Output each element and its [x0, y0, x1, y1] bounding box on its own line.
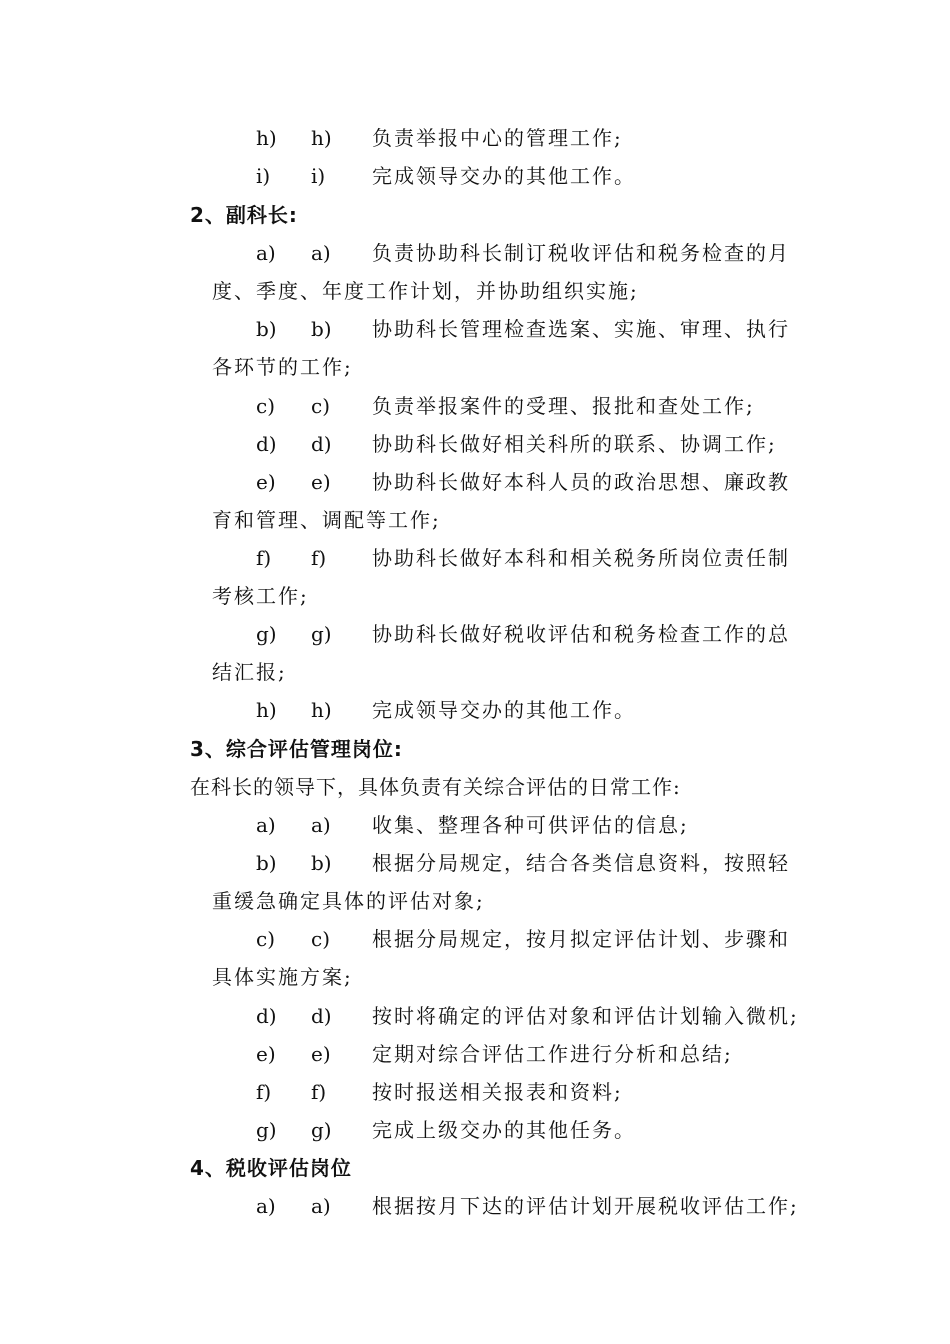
list-item — [0, 234, 950, 272]
item-text-continued: 度、季度、年度工作计划，并协助组织实施; — [212, 279, 639, 303]
item-marker: a) — [256, 241, 276, 265]
item-marker: d) — [311, 1004, 332, 1028]
item-marker: a) — [256, 813, 276, 837]
item-marker: a) — [311, 1194, 331, 1218]
list-item — [0, 1035, 950, 1073]
item-text-continued: 考核工作; — [212, 584, 309, 608]
item-marker: e) — [311, 470, 331, 494]
item-marker: g) — [311, 1118, 332, 1142]
item-marker: b) — [311, 317, 332, 341]
section-title: 2、副科长: — [190, 203, 298, 227]
item-marker: c) — [256, 927, 276, 951]
paragraph — [0, 768, 950, 806]
section-title: 3、综合评估管理岗位: — [190, 737, 403, 761]
item-text: 根据分局规定，按月拟定评估计划、步骤和 — [372, 927, 790, 951]
item-marker: f) — [311, 1080, 327, 1104]
list-item-continuation — [0, 272, 950, 310]
list-item — [0, 920, 950, 958]
item-marker: e) — [256, 1042, 276, 1066]
item-text: 按时将确定的评估对象和评估计划输入微机; — [372, 1004, 799, 1028]
item-text: 协助科长做好相关科所的联系、协调工作; — [372, 432, 777, 456]
list-item — [0, 119, 950, 157]
item-marker: d) — [256, 432, 277, 456]
item-marker: d) — [256, 1004, 277, 1028]
list-item-continuation — [0, 577, 950, 615]
item-marker: c) — [311, 927, 331, 951]
item-text-continued: 各环节的工作; — [212, 355, 353, 379]
item-text: 协助科长管理检查选案、实施、审理、执行 — [372, 317, 790, 341]
item-marker: b) — [256, 317, 277, 341]
item-marker: d) — [311, 432, 332, 456]
item-text: 完成领导交办的其他工作。 — [372, 164, 636, 188]
item-text: 定期对综合评估工作进行分析和总结; — [372, 1042, 733, 1066]
item-text-continued: 具体实施方案; — [212, 965, 353, 989]
item-marker: e) — [256, 470, 276, 494]
item-text: 负责举报中心的管理工作; — [372, 126, 623, 150]
list-item — [0, 615, 950, 653]
list-item — [0, 1073, 950, 1111]
item-text: 根据分局规定，结合各类信息资料，按照轻 — [372, 851, 790, 875]
item-marker: h) — [256, 698, 277, 722]
item-text-continued: 结汇报; — [212, 660, 287, 684]
list-item — [0, 1111, 950, 1149]
section-title: 4、税收评估岗位 — [190, 1156, 352, 1180]
item-text: 收集、整理各种可供评估的信息; — [372, 813, 689, 837]
section-intro: 在科长的领导下，具体负责有关综合评估的日常工作: — [190, 775, 681, 799]
item-marker: b) — [256, 851, 277, 875]
item-text-continued: 育和管理、调配等工作; — [212, 508, 441, 532]
item-marker: h) — [311, 126, 332, 150]
item-marker: a) — [311, 813, 331, 837]
list-item-continuation — [0, 958, 950, 996]
item-marker: g) — [256, 1118, 277, 1142]
item-marker: a) — [256, 1194, 276, 1218]
item-marker: h) — [311, 698, 332, 722]
section-heading — [0, 1149, 950, 1187]
list-item-continuation — [0, 348, 950, 386]
item-marker: b) — [311, 851, 332, 875]
list-item — [0, 425, 950, 463]
item-text: 按时报送相关报表和资料; — [372, 1080, 623, 1104]
list-item — [0, 463, 950, 501]
item-marker: g) — [311, 622, 332, 646]
list-item — [0, 539, 950, 577]
list-item — [0, 691, 950, 729]
list-item — [0, 997, 950, 1035]
item-text: 协助科长做好本科人员的政治思想、廉政教 — [372, 470, 790, 494]
item-marker: c) — [256, 394, 276, 418]
list-item-continuation — [0, 882, 950, 920]
item-marker: f) — [256, 546, 272, 570]
item-marker: c) — [311, 394, 331, 418]
item-text: 协助科长做好税收评估和税务检查工作的总 — [372, 622, 790, 646]
list-item — [0, 387, 950, 425]
item-text: 协助科长做好本科和相关税务所岗位责任制 — [372, 546, 790, 570]
item-text: 完成上级交办的其他任务。 — [372, 1118, 636, 1142]
item-marker: i) — [311, 164, 326, 188]
list-item — [0, 157, 950, 195]
list-item — [0, 806, 950, 844]
item-text: 负责举报案件的受理、报批和查处工作; — [372, 394, 755, 418]
list-item — [0, 844, 950, 882]
item-marker: i) — [256, 164, 271, 188]
item-marker: a) — [311, 241, 331, 265]
item-text: 完成领导交办的其他工作。 — [372, 698, 636, 722]
item-marker: f) — [311, 546, 327, 570]
section-heading — [0, 196, 950, 234]
item-text: 负责协助科长制订税收评估和税务检查的月 — [372, 241, 790, 265]
list-item — [0, 1187, 950, 1225]
item-text: 根据按月下达的评估计划开展税收评估工作; — [372, 1194, 799, 1218]
list-item-continuation — [0, 501, 950, 539]
list-item-continuation — [0, 653, 950, 691]
section-heading — [0, 730, 950, 768]
item-marker: f) — [256, 1080, 272, 1104]
item-marker: e) — [311, 1042, 331, 1066]
list-item — [0, 310, 950, 348]
item-marker: h) — [256, 126, 277, 150]
item-text-continued: 重缓急确定具体的评估对象; — [212, 889, 485, 913]
item-marker: g) — [256, 622, 277, 646]
